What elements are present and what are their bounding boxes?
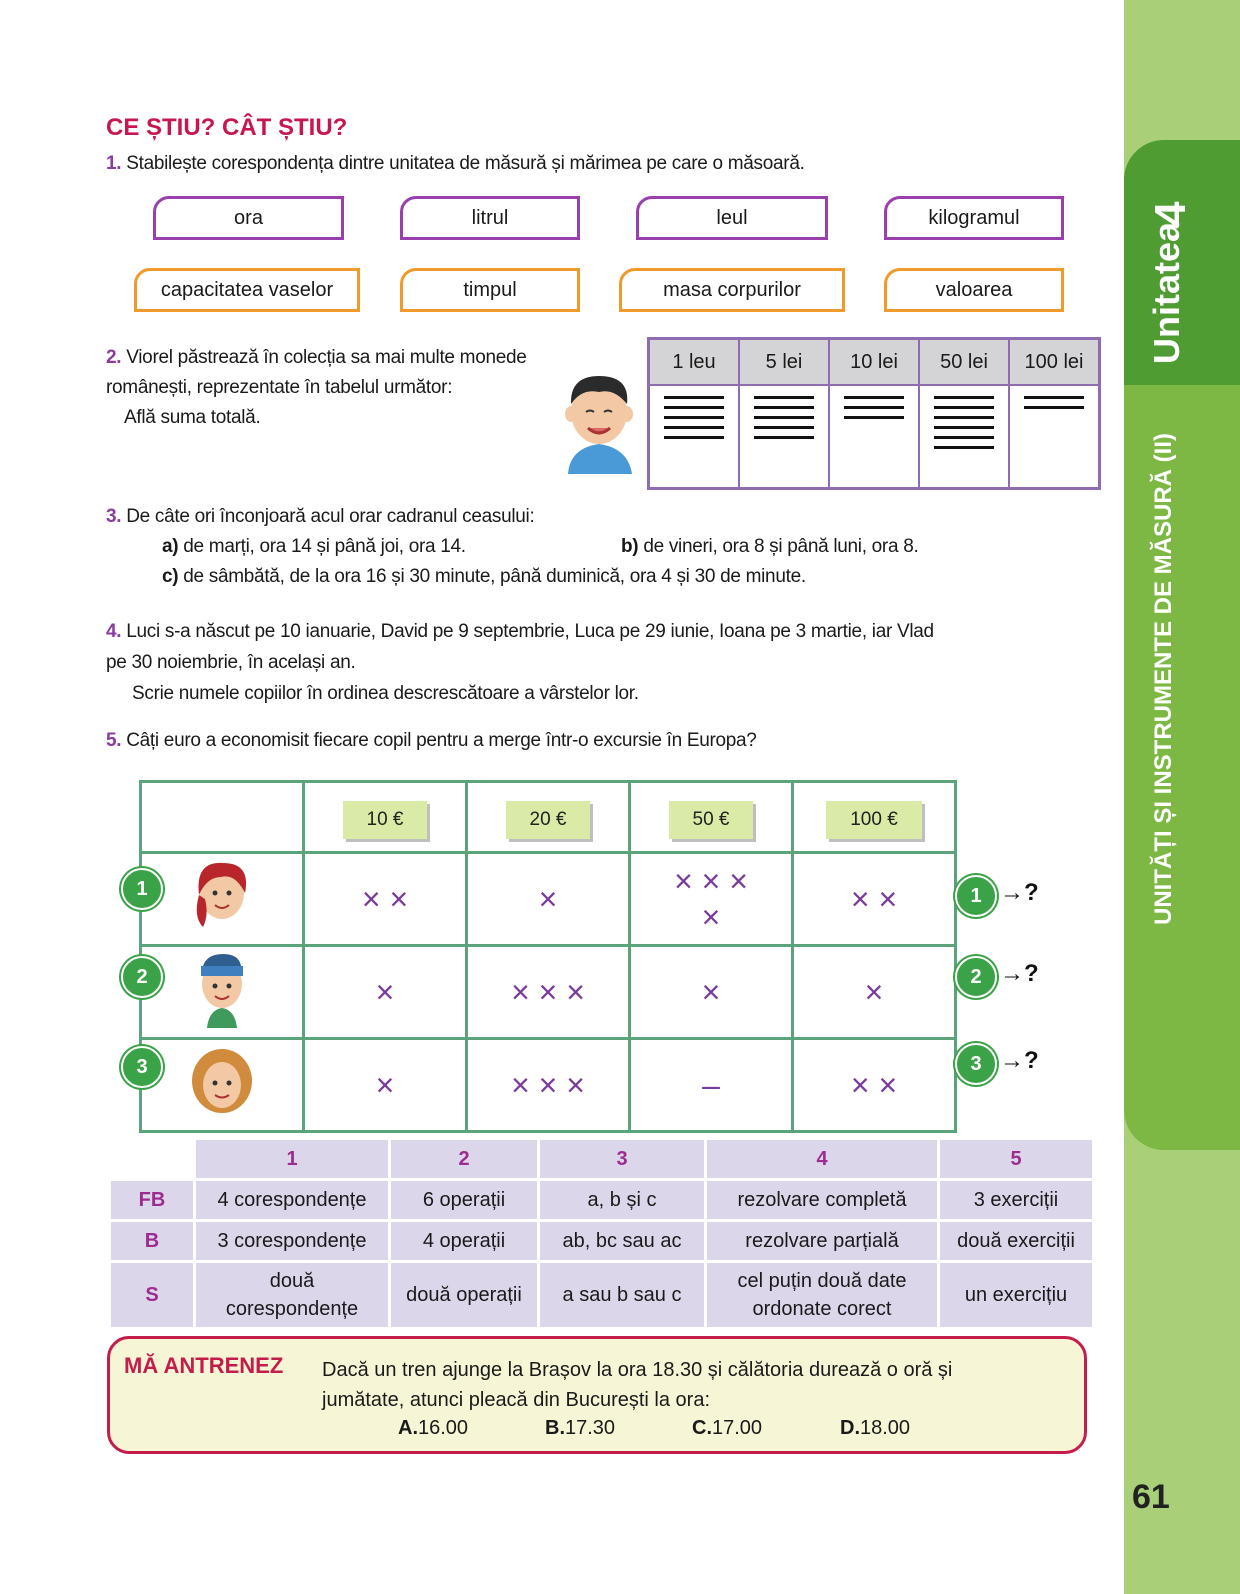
- coin-header: 10 lei: [829, 339, 919, 386]
- unit-box[interactable]: leul: [636, 196, 828, 240]
- chapter-title: UNITĂȚI ȘI INSTRUMENTE DE MĂSURĂ (II): [1150, 433, 1177, 925]
- coin-header: 1 leu: [649, 339, 740, 386]
- question-text: Stabilește corespondența dintre unitatea de măsură și mărimea pe care o măsoară.: [126, 153, 805, 174]
- question-3: [106, 506, 534, 528]
- row-number-badge: 1: [121, 868, 163, 910]
- eval-cell: 3 exerciții: [940, 1181, 1092, 1219]
- unit-box[interactable]: kilogramul: [884, 196, 1064, 240]
- question-number: 5.: [106, 730, 122, 751]
- eval-cell: rezolvare completă: [707, 1181, 937, 1219]
- quantity-box[interactable]: valoarea: [884, 268, 1064, 312]
- result-unknown: ?: [1024, 1047, 1039, 1074]
- coin-header: 100 lei: [1009, 339, 1100, 386]
- tally-line: [844, 406, 904, 409]
- tally-line: [934, 406, 994, 409]
- eval-cell: 4 corespondențe: [196, 1181, 388, 1219]
- practice-box: [107, 1336, 1087, 1454]
- mark-cell: × ×: [793, 1039, 956, 1132]
- question-text: pe 30 noiembrie, în același an.: [106, 652, 356, 673]
- tally-line: [934, 446, 994, 449]
- eval-level: FB: [111, 1181, 193, 1219]
- mark-cell: ×: [630, 946, 793, 1039]
- mark-cell: –: [630, 1039, 793, 1132]
- mark-cell: × × ×: [467, 1039, 630, 1132]
- tally-cell: [649, 385, 740, 489]
- question-number: 3.: [106, 506, 122, 527]
- tally-line: [934, 416, 994, 419]
- mark-cell: × × ×: [467, 946, 630, 1039]
- tally-cell: [829, 385, 919, 489]
- mark-cell: ×: [467, 853, 630, 946]
- question-task: Scrie numele copiilor în ordinea descrescătoare a vârstelor lor.: [132, 683, 639, 704]
- mark-cell: ×: [304, 1039, 467, 1132]
- tally-line: [664, 416, 724, 419]
- subquestion-b: b) de vineri, ora 8 și până luni, ora 8.: [621, 536, 919, 557]
- coin-header: 50 lei: [919, 339, 1009, 386]
- eval-header: 2: [391, 1140, 537, 1178]
- eval-cell: două operații: [391, 1263, 537, 1327]
- eval-cell: două corespondențe: [196, 1263, 388, 1327]
- tally-line: [844, 416, 904, 419]
- unit-box[interactable]: litrul: [400, 196, 580, 240]
- boy-avatar: [187, 948, 257, 1028]
- practice-text: Dacă un tren ajunge la Brașov la ora 18.30 și călătoria durează o oră și jumătate, atunci pleacă din București la ora:: [322, 1359, 953, 1411]
- option-c[interactable]: C.17.00: [692, 1417, 763, 1439]
- tally-line: [664, 396, 724, 399]
- result-number-badge: 3: [955, 1043, 997, 1085]
- note-20-euro: 20 €: [506, 801, 591, 839]
- result-unknown: ?: [1024, 960, 1039, 987]
- result-number-badge: 1: [955, 875, 997, 917]
- child-avatar-cell: [141, 946, 304, 1039]
- tally-line: [664, 406, 724, 409]
- curly-girl-avatar: [184, 1041, 260, 1121]
- eval-header: 4: [707, 1140, 937, 1178]
- mark-cell: × ×: [304, 853, 467, 946]
- question-2: [106, 343, 527, 433]
- mark-cell: × × × ×: [630, 853, 793, 946]
- eval-cell: 3 corespondențe: [196, 1222, 388, 1260]
- tally-line: [754, 416, 814, 419]
- option-a[interactable]: A.16.00: [398, 1417, 469, 1439]
- boy-illustration: [554, 366, 644, 474]
- unit-label: Unitatea: [1146, 221, 1187, 364]
- question-4: [106, 616, 1096, 709]
- tally-line: [1024, 406, 1084, 409]
- page-title: CE ȘTIU? CÂT ȘTIU?: [106, 114, 348, 141]
- question-number: 1.: [106, 153, 122, 174]
- question-5: [106, 730, 757, 752]
- note-100-euro: 100 €: [826, 801, 922, 839]
- coin-table: [647, 337, 1101, 490]
- tally-cell: [1009, 385, 1100, 489]
- quantity-box[interactable]: timpul: [400, 268, 580, 312]
- euro-table: [139, 780, 957, 1133]
- tally-cell: [739, 385, 829, 489]
- result-arrow: →?: [1000, 879, 1039, 906]
- tally-marks: [664, 396, 724, 439]
- result-unknown: ?: [1024, 879, 1039, 906]
- tally-line: [754, 396, 814, 399]
- question-number: 2.: [106, 347, 122, 368]
- question-text: Viorel păstrează în colecția sa mai multe monede: [126, 347, 527, 368]
- quantity-box[interactable]: capacitatea vaselor: [134, 268, 360, 312]
- eval-cell: 4 operații: [391, 1222, 537, 1260]
- tally-line: [844, 396, 904, 399]
- eval-cell: a sau b sau c: [540, 1263, 704, 1327]
- tally-line: [934, 396, 994, 399]
- question-task: Află suma totală.: [124, 407, 261, 428]
- question-text: Câți euro a economisit fiecare copil pentru a merge într-o excursie în Europa?: [126, 730, 757, 751]
- tally-line: [754, 406, 814, 409]
- note-50-euro: 50 €: [669, 801, 754, 839]
- page-number: 61: [1132, 1478, 1170, 1516]
- row-number-badge: 3: [121, 1046, 163, 1088]
- subquestion-c: c) de sâmbătă, de la ora 16 și 30 minute, până duminică, ora 4 și 30 de minute.: [162, 566, 806, 587]
- coin-header: 5 lei: [739, 339, 829, 386]
- tally-marks: [1024, 396, 1084, 409]
- eval-cell: un exercițiu: [940, 1263, 1092, 1327]
- option-d[interactable]: D.18.00: [840, 1417, 911, 1439]
- mark-cell: ×: [793, 946, 956, 1039]
- eval-level: S: [111, 1263, 193, 1327]
- result-arrow: →?: [1000, 1047, 1039, 1074]
- eval-header: 3: [540, 1140, 704, 1178]
- quantity-box[interactable]: masa corpurilor: [619, 268, 845, 312]
- result-number-badge: 2: [955, 956, 997, 998]
- evaluation-table: [108, 1137, 1095, 1330]
- eval-level: B: [111, 1222, 193, 1260]
- eval-cell: două exerciții: [940, 1222, 1092, 1260]
- tally-cell: [919, 385, 1009, 489]
- result-arrow: →?: [1000, 960, 1039, 987]
- tally-line: [664, 426, 724, 429]
- tally-line: [664, 436, 724, 439]
- child-avatar-cell: [141, 853, 304, 946]
- unit-box[interactable]: ora: [153, 196, 344, 240]
- eval-header: 5: [940, 1140, 1092, 1178]
- eval-cell: ab, bc sau ac: [540, 1222, 704, 1260]
- eval-cell: a, b și c: [540, 1181, 704, 1219]
- empty-cell: [141, 782, 304, 853]
- option-b[interactable]: B.17.30: [545, 1417, 616, 1439]
- tally-marks: [754, 396, 814, 439]
- tally-marks: [934, 396, 994, 449]
- question-text: Luci s-a născut pe 10 ianuarie, David pe 9 septembrie, Luca pe 29 iunie, Ioana pe 3 martie, iar Vlad: [126, 621, 934, 642]
- girl-avatar: [187, 855, 257, 935]
- tally-line: [934, 436, 994, 439]
- eval-cell: rezolvare parțială: [707, 1222, 937, 1260]
- eval-cell: cel puțin două date ordonate corect: [707, 1263, 937, 1327]
- mark-cell: ×: [304, 946, 467, 1039]
- question-number: 4.: [106, 621, 122, 642]
- tally-marks: [844, 396, 904, 419]
- child-avatar-cell: [141, 1039, 304, 1132]
- eval-cell: 6 operații: [391, 1181, 537, 1219]
- tally-line: [934, 426, 994, 429]
- tally-line: [754, 426, 814, 429]
- tally-line: [1024, 396, 1084, 399]
- practice-label: MĂ ANTRENEZ: [124, 1353, 284, 1378]
- tally-line: [754, 436, 814, 439]
- unit-number: 4: [1146, 201, 1195, 226]
- question-text: românești, reprezentate în tabelul următor:: [106, 377, 453, 398]
- question-text: De câte ori înconjoară acul orar cadranul ceasului:: [126, 506, 535, 527]
- eval-header: 1: [196, 1140, 388, 1178]
- mark-cell: × ×: [793, 853, 956, 946]
- row-number-badge: 2: [121, 956, 163, 998]
- note-10-euro: 10 €: [343, 801, 428, 839]
- subquestion-a: a) de marți, ora 14 și până joi, ora 14.: [162, 536, 466, 557]
- question-1: [106, 153, 805, 175]
